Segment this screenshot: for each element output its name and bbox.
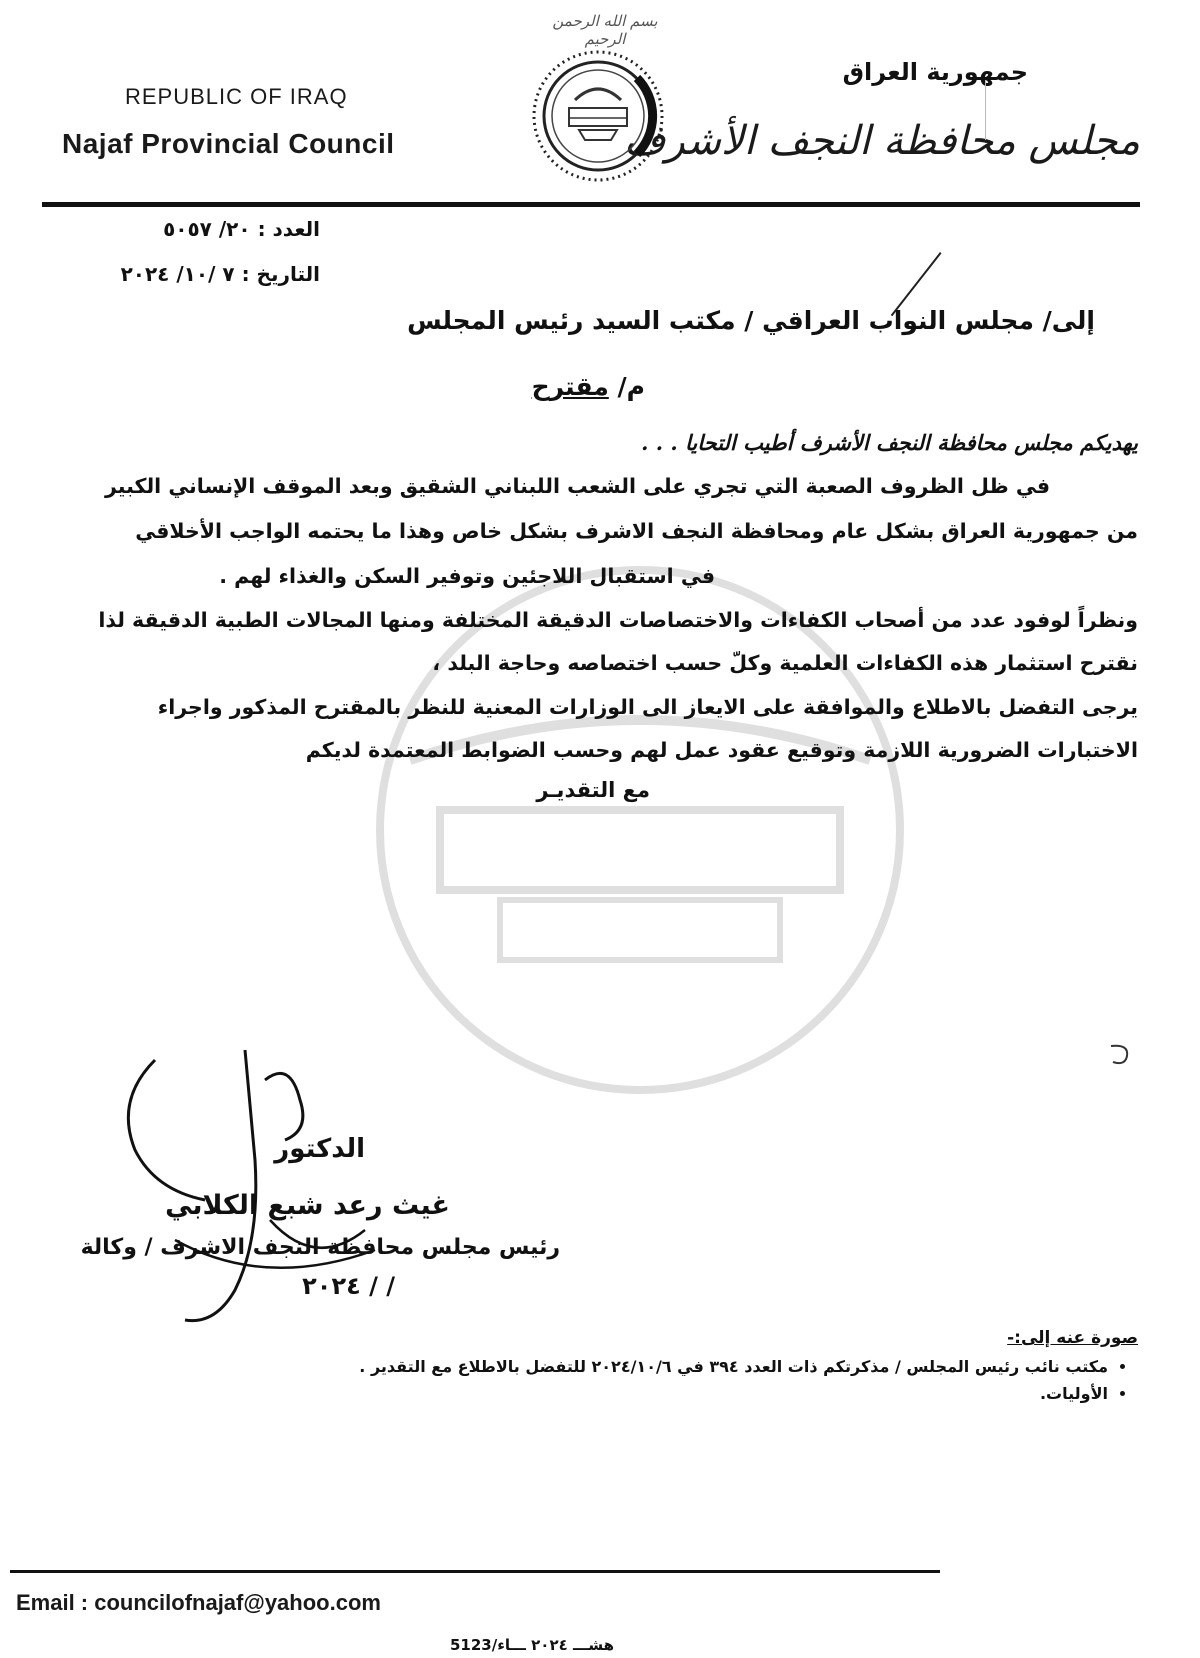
subject-prefix: م/ (617, 372, 645, 401)
footer-divider (10, 1570, 940, 1573)
subject-text: مقترح (531, 372, 609, 401)
council-seal-icon (527, 48, 669, 184)
cc-heading: صورة عنه إلى:- (1007, 1328, 1138, 1348)
signature-date: / / ٢٠٢٤ (302, 1272, 395, 1300)
greeting: يهديكم مجلس محافظة النجف الأشرف أطيب التحايا . . . (641, 430, 1138, 455)
addressee-line: إلى/ مجلس النواب العراقي / مكتب السيد رئيس المجلس (407, 306, 1095, 335)
arabic-republic-title: جمهورية العراق (842, 58, 1028, 86)
closing-regards: مع التقديـر (536, 778, 650, 802)
document-date-label: التاريخ : (241, 262, 320, 286)
footer-code: هشـــ ٢٠٢٤ ـــاء/5123 (450, 1636, 615, 1654)
watermark-emblem-icon (290, 560, 990, 1100)
basmala: بسم الله الرحمن الرحيم (552, 12, 658, 48)
arabic-council-name: مجلس محافظة النجف الأشرف (623, 118, 1140, 164)
english-council-name: Najaf Provincial Council (62, 128, 395, 159)
body-line-1: في ظل الظروف الصعبة التي تجري على الشعب اللبناني الشقيق وبعد الموقف الإنساني الكبير (105, 474, 1050, 498)
header-divider (42, 202, 1140, 207)
header-tick-mark (985, 80, 986, 140)
cc-item: • الأوليات. (359, 1384, 1108, 1403)
document-date-value: ٧ /١٠/ ٢٠٢٤ (120, 262, 235, 286)
body-line-5: نقترح استثمار هذه الكفاءات العلمية وكلّ حسب اختصاصه وحاجة البلد ، (432, 651, 1138, 675)
signatory-role: رئيس مجلس محافظة النجف الاشرف / وكالة (80, 1235, 560, 1260)
body-line-6: يرجى التفضل بالاطلاع والموافقة على الايعاز الى الوزارات المعنية للنظر بالمقترح المذكور واجراء (157, 695, 1138, 719)
body-line-4: ونظراً لوفود عدد من أصحاب الكفاءات والاختصاصات الدقيقة المختلفة ومنها المجالات الطبية الدقيقة لذا (98, 608, 1138, 632)
reference-number-label: العدد : (257, 217, 320, 241)
contact-email: Email : councilofnajaf@yahoo.com (16, 1590, 381, 1615)
signatory-title: الدكتور (274, 1134, 365, 1164)
reference-number-value: ٢٠/ ٥٠٥٧ (163, 217, 251, 241)
cc-item: • مكتب نائب رئيس المجلس / مذكرتكم ذات العدد ٣٩٤ في ٢٠٢٤/١٠/٦ للتفضل بالاطلاع مع التقدير . (359, 1357, 1108, 1376)
cc-list (359, 1357, 1130, 1411)
document-date (121, 262, 320, 286)
body-line-2: من جمهورية العراق بشكل عام ومحافظة النجف الاشرف بشكل خاص وهذا ما يحتمه الواجب الأخلاقي (135, 519, 1138, 543)
body-line-7: الاختبارات الضرورية اللازمة وتوقيع عقود عمل لهم وحسب الضوابط المعتمدة لديكم (305, 738, 1138, 762)
english-republic-title: REPUBLIC OF IRAQ (125, 84, 348, 109)
body-line-3: في استقبال اللاجئين وتوفير السكن والغذاء لهم . (219, 564, 715, 588)
reference-number (163, 217, 320, 241)
signatory-name: غيث رعد شبع الكلابي (165, 1190, 450, 1221)
subject-line (532, 372, 645, 401)
margin-mark-icon (1105, 1040, 1135, 1070)
